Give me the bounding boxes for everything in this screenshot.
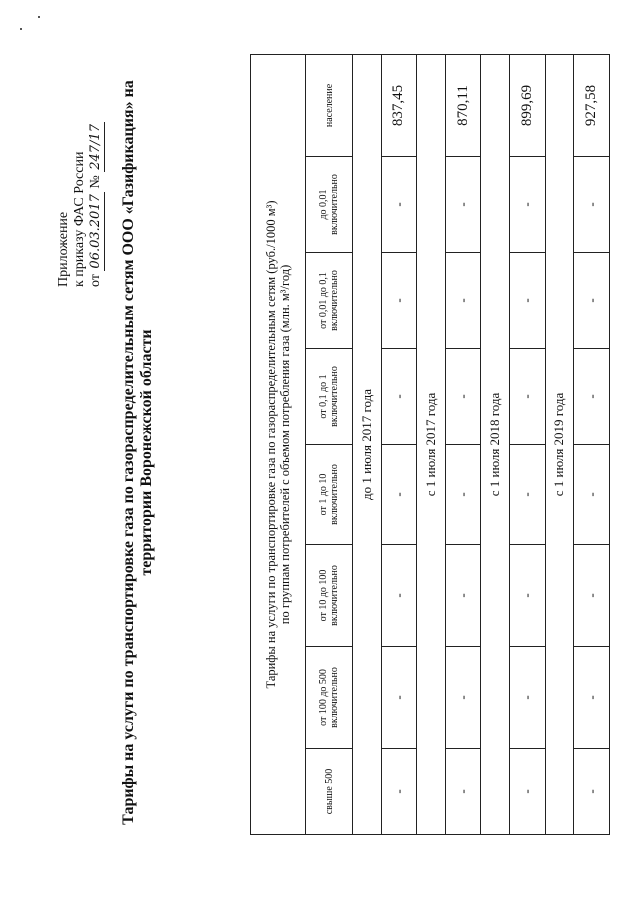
table-cell: -	[509, 157, 545, 253]
table-cell: -	[445, 349, 481, 445]
category-header: от 0,1 до 1 включительно	[306, 349, 353, 445]
category-header: от 100 до 500 включительно	[306, 647, 353, 749]
category-header-row	[306, 54, 353, 834]
category-header: население	[306, 54, 353, 156]
table-row	[574, 54, 610, 834]
table-header-line-2: по группам потребителей с объемом потребления газа (млн. м³/год)	[278, 264, 293, 625]
period-label: до 1 июля 2017 года	[352, 54, 381, 834]
table-cell: -	[381, 545, 417, 647]
table-cell: -	[381, 749, 417, 835]
appendix-block	[56, 37, 105, 287]
table-cell: -	[381, 445, 417, 545]
table-cell: -	[509, 647, 545, 749]
table-cell: -	[445, 647, 481, 749]
table-cell: -	[445, 749, 481, 835]
table-cell: -	[381, 157, 417, 253]
population-tariff: 837,45	[381, 54, 417, 156]
table-cell: -	[445, 253, 481, 349]
table-cell: -	[574, 545, 610, 647]
table-header-line-1: Тарифы на услуги по транспортировке газа по газораспределительным сетям (руб./1000 м³)	[264, 200, 279, 689]
number-prefix: №	[88, 175, 103, 189]
category-header: от 1 до 10 включительно	[306, 445, 353, 545]
category-header: от 10 до 100 включительно	[306, 545, 353, 647]
table-cell: -	[574, 445, 610, 545]
table-cell: -	[509, 445, 545, 545]
table-cell: -	[381, 349, 417, 445]
title-line-2: территории Воронежской области	[138, 329, 155, 576]
population-tariff: 870,11	[445, 54, 481, 156]
tariff-table	[250, 54, 610, 835]
period-label: с 1 июля 2019 года	[545, 54, 574, 834]
period-label: с 1 июля 2017 года	[417, 54, 446, 834]
handwritten-number: 247/17	[88, 124, 103, 170]
table-cell: -	[574, 647, 610, 749]
table-main-header	[251, 54, 306, 834]
table-cell: -	[509, 749, 545, 835]
table-cell: -	[574, 349, 610, 445]
handwritten-date: 06.03.2017	[88, 194, 103, 269]
from-prefix: от	[88, 274, 103, 287]
table-cell: -	[574, 253, 610, 349]
document-title	[120, 0, 156, 905]
table-cell: -	[445, 545, 481, 647]
table-row	[509, 54, 545, 834]
table-cell: -	[509, 349, 545, 445]
table-row	[381, 54, 417, 834]
scan-speck	[20, 28, 22, 30]
table-cell: -	[445, 445, 481, 545]
scan-speck	[38, 16, 40, 18]
table-cell: -	[381, 647, 417, 749]
table-row	[445, 54, 481, 834]
table-cell: -	[509, 545, 545, 647]
appendix-date-line	[88, 37, 105, 287]
population-tariff: 899,69	[509, 54, 545, 156]
appendix-order: к приказу ФАС России	[72, 151, 87, 287]
table-cell: -	[574, 157, 610, 253]
category-header: от 0,01 до 0,1 включительно	[306, 253, 353, 349]
table-cell: -	[445, 157, 481, 253]
title-line-1: Тарифы на услуги по транспортировке газа по газораспределительным сетям ООО «Газификация» на	[120, 80, 137, 825]
table-cell: -	[381, 253, 417, 349]
category-header: до 0,01 включительно	[306, 157, 353, 253]
table-cell: -	[574, 749, 610, 835]
period-label: с 1 июля 2018 года	[481, 54, 510, 834]
category-header: свыше 500	[306, 749, 353, 835]
appendix-title: Приложение	[56, 211, 71, 287]
table-cell: -	[509, 253, 545, 349]
population-tariff: 927,58	[574, 54, 610, 156]
